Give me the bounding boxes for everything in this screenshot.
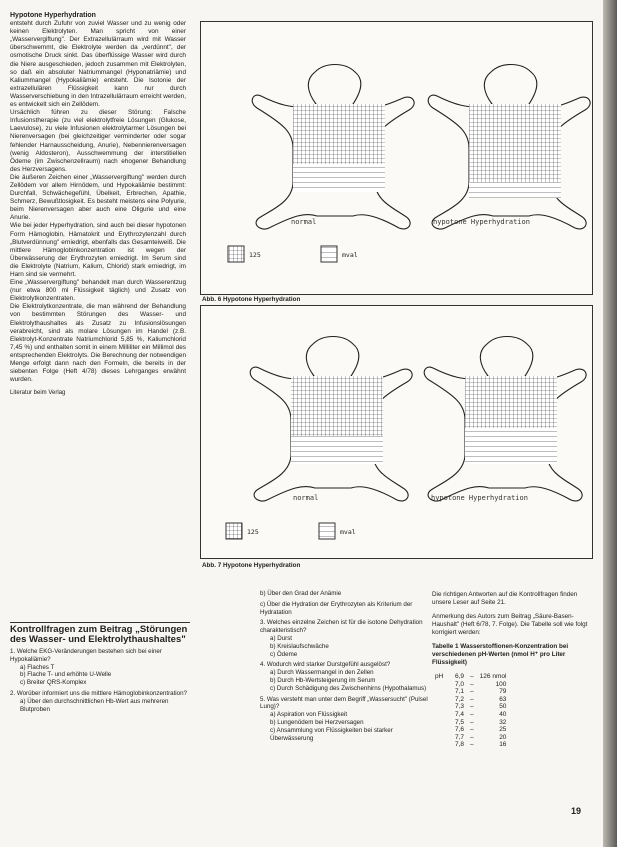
answer-option: a) Aspiration von Flüssigkeit [270, 711, 348, 719]
answer-option: b) Durch Hb-Wertsteigerung im Serum [270, 676, 376, 684]
legend-swatch-grid [226, 523, 242, 539]
figure-7-caption: Abb. 7 Hypotone Hyperhydration [202, 562, 301, 569]
page-number: 19 [571, 806, 582, 816]
paragraph: Eine „Wasservergiftung" behandelt man durch Wasserentzug (nur etwa 800 ml Flüssigkeit täglich) und Zusatz von Elektrolytkonzentraten. [10, 279, 186, 303]
section-heading: Hypotone Hyperhydration [10, 12, 96, 19]
answer-option: b) Kreislaufschwäche [270, 642, 329, 650]
quiz-item [260, 590, 430, 598]
quiz-item [260, 661, 430, 692]
question-text: 3. Welches einzelne Zeichen ist für die isotone Dehydration charakteristisch? [260, 619, 423, 635]
answer-option: b) Flache T- und erhöhte U-Welle [20, 671, 112, 679]
table-row: 7,0 – 100 [455, 680, 507, 688]
table-title: Tabelle 1 Wasserstoffionen-Konzentration bei verschiedenen pH-Werten (nmol H⁺ pro Liter Flüssigkeit) [432, 643, 569, 666]
right-notes [432, 591, 592, 749]
question-text: 4. Wodurch wird starker Durstgefühl ausgelöst? [260, 661, 391, 669]
legend-swatch-grid [228, 246, 244, 262]
label-hypotone: hypotone Hyperhydration [433, 218, 530, 226]
quiz-question [10, 690, 190, 713]
quiz-item [260, 601, 430, 617]
figure-6-caption: Abb. 6 Hypotone Hyperhydration [202, 296, 301, 303]
label-hypotone: hypotone Hyperhydration [431, 494, 528, 502]
label-normal: normal [291, 218, 317, 226]
question-text: b) Über den Grad der Anämie [260, 590, 342, 597]
table-row: pH 6,9 – 126 nmol [435, 673, 507, 680]
table-row: 7,3 – 50 [455, 703, 507, 711]
answer-option: a) Über den durchschnittlichen Hb-Wert aus mehreren Blutproben [20, 697, 169, 713]
answer-option: a) Durst [270, 634, 293, 642]
quiz-box [10, 622, 190, 716]
question-text: 1. Welche EKG-Veränderungen bestehen sich bei einer Hypokaliämie? [10, 648, 162, 663]
answer-option: c) Ödeme [270, 650, 298, 658]
question-text: 2. Worüber informiert uns die mittlere Hämoglobinkonzentration? [10, 689, 188, 697]
body-silhouette-normal [252, 65, 414, 230]
scan-edge-shadow [603, 0, 617, 847]
table-row: 7,5 – 32 [455, 718, 507, 726]
body-silhouette-normal [250, 337, 412, 502]
body-silhouette-hypotone [428, 65, 590, 230]
paragraph: Die äußeren Zeichen einer „Wasservergiftung" werden durch Zellödem vor allem Hirnödem, und Hypokaliämie bestimmt: Durchfall, Schwächegefühl, Übelkeit, Erbrechen, Apathie, Schmerz, Bewußtlosigkeit. Es besteht meistens eine Polyurie, beim Nierenversagen aber auch eine Oligurie und eine Anurie. [10, 173, 186, 222]
legend-swatch-lines [319, 523, 335, 539]
answer-option: c) Durch Schädigung des Zwischenhirns (Hypothalamus) [270, 684, 427, 692]
quiz-title: Kontrollfragen zum Beitrag „Störungen des Wasser- und Elektrolythaushaltes" [10, 624, 188, 645]
legend-unit: mval [342, 251, 358, 259]
table-row: 7,2 – 63 [455, 695, 507, 703]
answers-note: Die richtigen Antworten auf die Kontrollfragen finden unsere Leser auf Seite 21. [432, 591, 578, 606]
table-row: 7,6 – 25 [455, 726, 507, 734]
figure-6 [200, 21, 593, 295]
label-normal: normal [293, 494, 319, 502]
quiz-continuation [260, 590, 430, 745]
table-row: 7,1 – 79 [455, 688, 507, 696]
body-silhouette-hypotone [424, 337, 586, 502]
answer-option: c) Ansammlung von Flüssigkeiten bei starker Überwässerung [270, 726, 393, 742]
answer-option: a) Flaches T [20, 663, 55, 671]
paragraph: Die Elektrolytkonzentrate, die man während der Behandlung von bestimmten Störungen des Wasser- und Elektrolythaushaltes als Zusatz zu Infusionslösungen verabreicht, sind als molare Lösungen im Handel (z.B. Elektrolyt-Konzentrate Natriumchlorid 5,85 %, Kaliumchlorid 7,45 %) und enthalten somit in einem Milliliter ein Millimol des entsprechenden Elektrolyts. Die Berechnung der notwendigen Menge erfolgt dann nach den Formeln, die bereits in der siebenten Folge (Heft 4/78) dieses Lehrganges erwähnt wurden. [10, 303, 186, 384]
question-text: 5. Was versteht man unter dem Begriff „Wassersucht" (Pulsel Lung)? [260, 695, 428, 711]
legend-value: 125 [249, 251, 261, 259]
legend-swatch-lines [321, 246, 337, 262]
paragraph: entsteht durch Zufuhr von zuviel Wasser und zu wenig oder keinen Elektrolyten. Man spricht von einer „Wasservergiftung". Der Extrazellulärraum wird mit Wasser überschwemmt, die Elektrolyte werden da „verdünnt", der osmotische Druck sinkt. Das überflüssige Wasser wird durch die Niere ausgeschieden, jedoch zusammen mit Elektrolyten, so daß ein absoluter Natriummangel (Hyponatriämie) und Kaliummangel (Hypokaliämie) entsteht. Die Isotonie der extrazellulären Flüssigkeit kann nur durch Wasserverschiebung in den Intrazellulärraum erreicht werden, es entwickelt sich ein Zellödem. [10, 20, 186, 109]
paragraph: Ursächlich führen zu dieser Störung: Falsche Infusionstherapie (zu viel elektrolytfreie Lösungen (Glukose, Laevulose), zu viele Infusionen elektrolytarmer Lösungen bei Nierenversagen (bei gleichzeitiger verminderter oder sogar fehlender Harnausscheidung, Anurie), Nebennierenversagen (wenig Aldosteron), Ausschwemmung der interstitiellen Ödeme (im Zwischenzellraum) nach ehogener Behandlung des Herzversagens. [10, 109, 186, 173]
question-text: c) Über die Hydration der Erythrozyten als Kriterium der Hydratation [260, 600, 413, 616]
answer-option: a) Durch Wassermangel in den Zellen [270, 669, 374, 677]
paragraph: Wie bei jeder Hyperhydration, sind auch bei dieser hypotonen Form Hämoglobin, Hämatokrit und Erythrozytenzahl durch „Blutverdünnung" erniedrigt, ebenfalls das Gesamteiweiß. Die mittlere Hämoglobinkonzentration ist wegen der Überwässerung der Erythrozyten erniedrigt. Im Serum sind die Elektrolyte (Natrium, Kalium, Chlorid) stark erniedrigt, im Harn sind sie vermehrt. [10, 222, 186, 278]
author-correction-note: Anmerkung des Autors zum Beitrag „Säure-Basen-Haushalt" (Heft 6/78, 7. Folge). Die Tabelle soll wie folgt korrigiert werden: [432, 613, 588, 636]
table-row: 7,7 – 20 [455, 733, 507, 741]
table-row: 7,4 – 40 [455, 710, 507, 718]
left-text-column [10, 12, 186, 397]
author-note: Literatur beim Verlag [10, 390, 66, 397]
legend-unit: mval [340, 528, 356, 536]
table-row: 7,8 – 16 [455, 741, 507, 749]
answer-option: c) Breiter QRS-Komplex [20, 679, 87, 687]
legend-value: 125 [247, 528, 259, 536]
quiz-question [10, 648, 190, 687]
figure-7-illustration [201, 306, 592, 558]
answer-option: b) Lungenödem bei Herzversagen [270, 718, 364, 726]
quiz-item [260, 619, 430, 658]
ph-table [432, 673, 509, 749]
figure-7 [200, 305, 593, 559]
quiz-item [260, 696, 430, 743]
